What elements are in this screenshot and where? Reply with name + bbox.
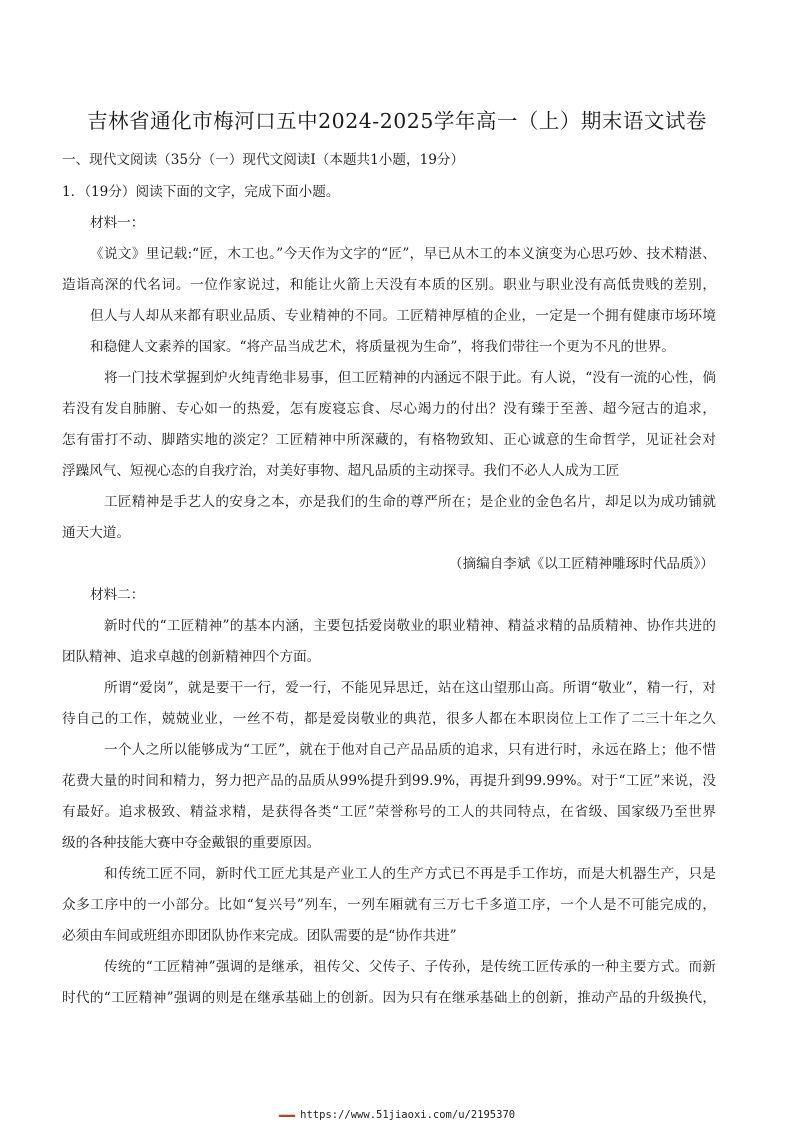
section-heading: 一、现代文阅读（35分（一）现代文阅读Ⅰ（本题共1小题，19分） bbox=[62, 152, 465, 168]
material-1-label: 材料一： bbox=[90, 215, 145, 231]
material-2-line: 新时代的“工匠精神”的基本内涵，主要包括爱岗敬业的职业精神、精益求精的品质精神、协作共进的 bbox=[104, 618, 716, 634]
material-1-line: 怎有雷打不动、脚踏实地的淡定？工匠精神中所深藏的，有格物致知、正心诚意的生命哲学，见证社会对 bbox=[62, 432, 716, 448]
material-2-line: 一个人之所以能够成为“工匠”，就在于他对自己产品品质的追求，只有进行时，永远在路上；他不惜 bbox=[104, 742, 716, 758]
material-2-line: 和传统工匠不同，新时代工匠尤其是产业工人的生产方式已不再是手工作坊，而是大机器生产，只是 bbox=[104, 866, 716, 882]
material-1-source: （摘编自李斌《以工匠精神雕琢时代品质》） bbox=[448, 556, 714, 572]
material-2-line: 时代的“工匠精神”强调的则是在继承基础上的创新。因为只有在继承基础上的创新，推动产品的升级换代， bbox=[62, 990, 716, 1006]
material-2-line: 众多工序中的一小部分。比如“复兴号”列车，一列车厢就有三万七千多道工序，一个人是不可能完成的， bbox=[62, 897, 716, 913]
material-2-line: 待自己的工作，兢兢业业，一丝不苟，都是爱岗敬业的典范，很多人都在本职岗位上工作了二三十年之久 bbox=[62, 711, 716, 727]
material-2-line: 花费大量的时间和精力，努力把产品的品质从99%提升到99.9%，再提升到99.99%。对于“工匠”来说，没 bbox=[62, 773, 716, 789]
material-2-line: 团队精神、追求卓越的创新精神四个方面。 bbox=[62, 649, 321, 665]
material-1-line: 造诣高深的代名词。一位作家说过，和能让火箭上天没有本质的区别。职业与职业没有高低贵贱的差别， bbox=[62, 277, 716, 293]
material-1-line: 和稳健人文素养的国家。“将产品当成艺术，将质量视为生命”，将我们带往一个更为不凡的世界。 bbox=[90, 339, 675, 355]
material-1-line: 但人与人却从来都有职业品质、专业精神的不同。工匠精神厚植的企业，一定是一个拥有健康市场环境 bbox=[90, 308, 716, 324]
page-footer bbox=[0, 1109, 794, 1121]
exam-title: 吉林省通化市梅河口五中2024-2025学年高一（上）期末语文试卷 bbox=[87, 109, 707, 133]
material-2-line: 必须由车间或班组亦即团队协作来完成。团队需要的是“协作共进” bbox=[62, 928, 457, 944]
watermark-logo: ▬▬▬▬ bbox=[278, 1111, 295, 1120]
material-1-line: 《说文》里记载:“匠，木工也。”今天作为文字的“匠”，早已从木工的本义演变为心思巧妙、技术精湛、 bbox=[90, 246, 716, 262]
material-1-line: 通天大道。 bbox=[62, 525, 130, 541]
material-2-line: 有最好。追求极致、精益求精，是获得各类“工匠”荣誉称号的工人的共同特点，在省级、国家级乃至世界 bbox=[62, 804, 716, 820]
footer-url[interactable]: https://www.51jiaoxi.com/u/2195370 bbox=[300, 1109, 516, 1121]
material-2-line: 所谓“爱岗”，就是要干一行，爱一行，不能见异思迁，站在这山望那山高。所谓“敬业”，精一行，对 bbox=[104, 680, 716, 696]
material-2-line: 级的各种技能大赛中夺金戴银的重要原因。 bbox=[62, 835, 321, 851]
material-2-label: 材料二： bbox=[90, 587, 145, 603]
material-1-line: 浮躁风气、短视心态的自我疗治，对美好事物、超凡品质的主动探寻。我们不必人人成为工匠 bbox=[62, 463, 620, 479]
material-1-line: 若没有发自肺腑、专心如一的热爱，怎有废寝忘食、尽心竭力的付出？没有臻于至善、超今冠古的追求， bbox=[62, 401, 716, 417]
question-prompt: 1．（19分）阅读下面的文字，完成下面小题。 bbox=[62, 184, 340, 200]
material-1-line: 工匠精神是手艺人的安身之本，亦是我们的生命的尊严所在；是企业的金色名片，却足以为成功铺就 bbox=[104, 494, 716, 510]
material-2-line: 传统的“工匠精神”强调的是继承，祖传父、父传子、子传孙，是传统工匠传承的一种主要方式。而新 bbox=[104, 959, 716, 975]
material-1-line: 将一门技术掌握到炉火纯青绝非易事，但工匠精神的内涵远不限于此。有人说，“没有一流的心性，倘 bbox=[104, 370, 716, 386]
